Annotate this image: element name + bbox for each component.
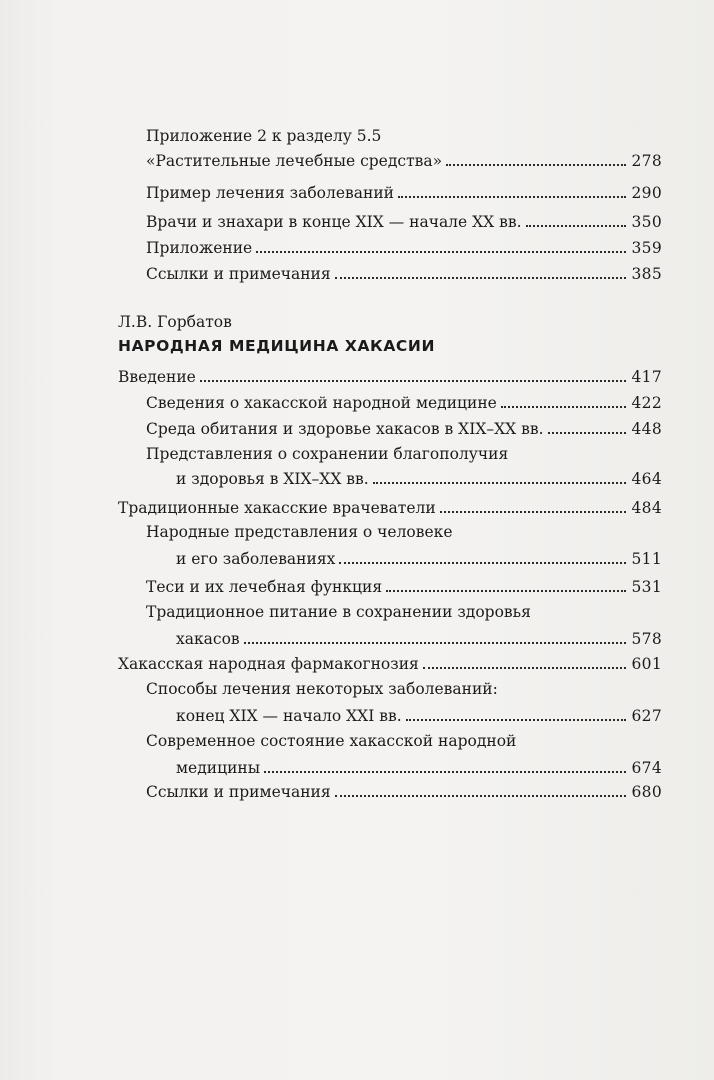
- page-number: 417: [631, 368, 662, 386]
- leader-dots: [339, 561, 625, 564]
- toc-entry: [146, 679, 662, 726]
- leader-dots: [335, 276, 626, 279]
- page-number: 511: [631, 550, 662, 568]
- toc-entry: [146, 393, 662, 413]
- leader-dots: [244, 641, 626, 644]
- page-number: 484: [631, 499, 662, 517]
- section-title: НАРОДНАЯ МЕДИЦИНА ХАКАСИИ: [118, 337, 436, 355]
- toc-entry: [146, 183, 662, 203]
- leader-dots: [335, 794, 626, 797]
- toc-entry-title: Ссылки и примечания: [146, 265, 331, 283]
- leader-dots: [548, 431, 626, 434]
- author-name: Л.В. Горбатов: [118, 313, 232, 331]
- toc-entry-line: конец XIX — начало XXI вв.: [176, 707, 402, 725]
- page-number: 422: [631, 394, 662, 412]
- page-number: 350: [631, 213, 662, 231]
- leader-dots: [264, 770, 625, 773]
- toc-entry: [118, 498, 662, 518]
- toc-entry: [146, 602, 662, 649]
- toc-entry: [146, 264, 662, 284]
- toc-entry: [146, 419, 662, 439]
- toc-entry-line: Народные представления о человеке: [146, 523, 453, 541]
- page-number: 278: [631, 152, 662, 170]
- toc-entry-line: Способы лечения некоторых заболеваний:: [146, 680, 498, 698]
- leader-dots: [373, 481, 626, 484]
- toc-entry-title: Пример лечения заболеваний: [146, 184, 394, 202]
- toc-entry-line: и его заболеваниях: [176, 550, 336, 568]
- page-number: 578: [631, 630, 662, 648]
- leader-dots: [501, 405, 626, 408]
- leader-dots: [446, 163, 625, 166]
- toc-entry: [146, 212, 662, 232]
- leader-dots: [440, 510, 626, 513]
- toc-entry: [146, 731, 662, 778]
- toc-entry: [146, 238, 662, 258]
- page-number: 531: [631, 578, 662, 596]
- page-number: 674: [631, 759, 662, 777]
- leader-dots: [423, 666, 626, 669]
- leader-dots: [406, 718, 626, 721]
- page-number: 385: [631, 265, 662, 283]
- page-number: 627: [631, 707, 662, 725]
- toc-entry-line: Приложение 2 к разделу 5.5: [146, 127, 382, 145]
- toc-entry-title: Врачи и знахари в конце XIX — начале XX вв.: [146, 213, 522, 231]
- toc-entry-title: Хакасская народная фармакогнозия: [118, 655, 419, 673]
- toc-entry: [146, 782, 662, 802]
- toc-entry-line: Представления о сохранении благополучия: [146, 445, 509, 463]
- toc-entry: [146, 577, 662, 597]
- toc-entry-title: Среда обитания и здоровье хакасов в XIX–XX вв.: [146, 420, 544, 438]
- toc-entry: [118, 367, 662, 387]
- toc-entry-line: Современное состояние хакасской народной: [146, 732, 517, 750]
- toc-entry: [146, 522, 662, 569]
- toc-entry-title: Введение: [118, 368, 196, 386]
- page-number: 359: [631, 239, 662, 257]
- leader-dots: [526, 224, 626, 227]
- toc-entry: [118, 654, 662, 674]
- toc-entry-line: хакасов: [176, 630, 240, 648]
- leader-dots: [256, 250, 625, 253]
- page-number: 464: [631, 470, 662, 488]
- toc-entry-title: Ссылки и примечания: [146, 783, 331, 801]
- toc-entry: [146, 126, 662, 171]
- page-number: 680: [631, 783, 662, 801]
- page-number: 601: [631, 655, 662, 673]
- page-number: 448: [631, 420, 662, 438]
- toc-entry-line: Традиционное питание в сохранении здоровья: [146, 603, 531, 621]
- page-number: 290: [631, 184, 662, 202]
- toc-entry-title: Приложение: [146, 239, 253, 257]
- toc-entry: [146, 444, 662, 489]
- leader-dots: [200, 379, 626, 382]
- leader-dots: [398, 195, 626, 198]
- toc-entry-title: Традиционные хакасские врачеватели: [118, 499, 436, 517]
- toc-entry-line: и здоровья в XIX–XX вв.: [176, 470, 369, 488]
- toc-entry-title: Теси и их лечебная функция: [146, 578, 383, 596]
- toc-entry-title: Сведения о хакасской народной медицине: [146, 394, 497, 412]
- leader-dots: [386, 589, 625, 592]
- toc-entry-line: «Растительные лечебные средства»: [146, 152, 443, 170]
- toc-entry-line: медицины: [176, 759, 261, 777]
